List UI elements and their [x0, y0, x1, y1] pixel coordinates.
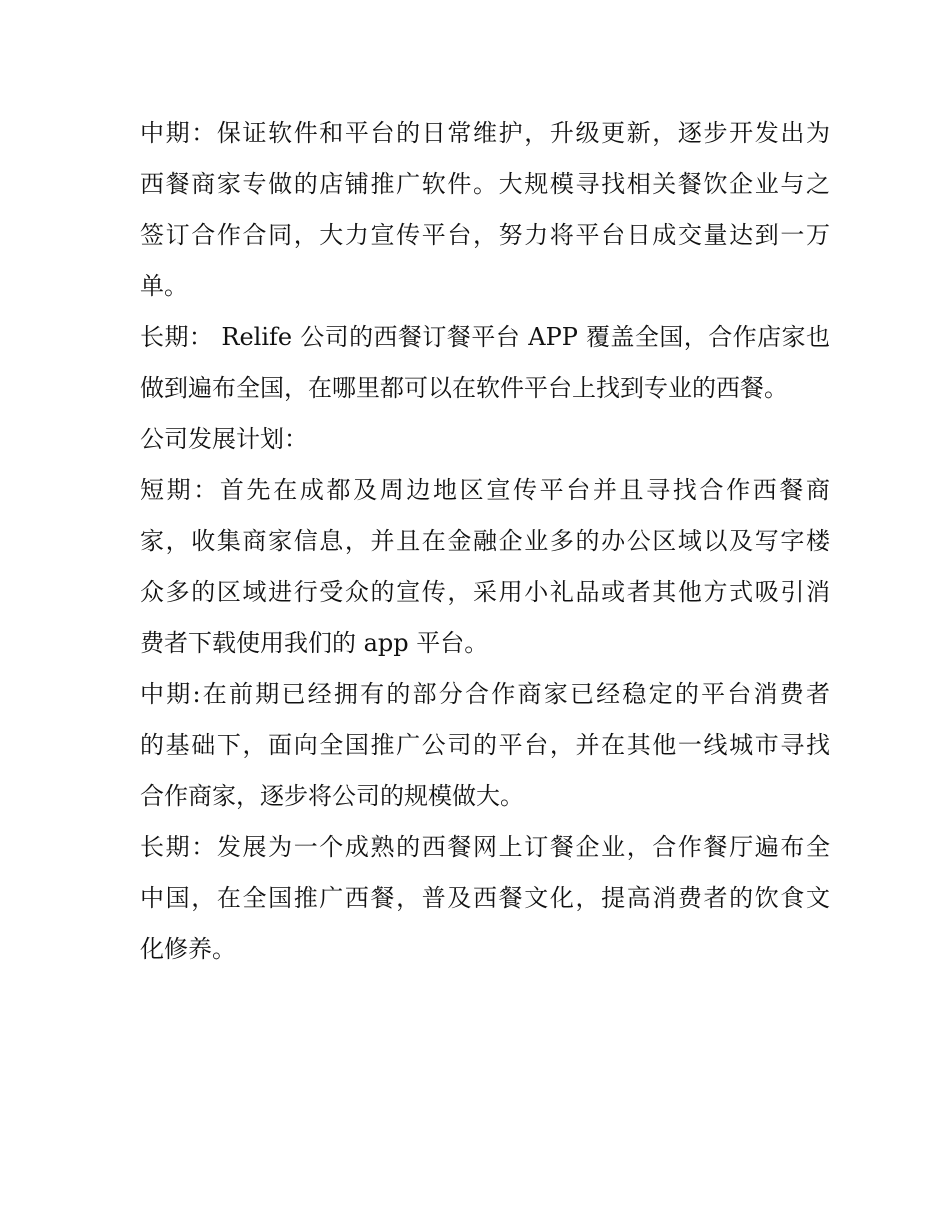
paragraph-mid-term-plan: [140, 669, 830, 822]
text-line: 费者下载使用我们的 app 平台。: [140, 629, 489, 657]
document-body: [140, 108, 830, 975]
text-line: 短期：首先在成都及周边地区宣传平台并且寻找合作西餐商: [140, 476, 830, 504]
text-line: 家，收集商家信息，并且在金融企业多的办公区域以及写字楼: [140, 527, 830, 555]
text-line: 中期:在前期已经拥有的部分合作商家已经稳定的平台消费者: [140, 680, 830, 708]
text-line: 中期：保证软件和平台的日常维护，升级更新，逐步开发出为: [140, 119, 830, 147]
paragraph-mid-term-software: [140, 108, 830, 312]
text-line: 众多的区域进行受众的宣传，采用小礼品或者其他方式吸引消: [140, 578, 830, 606]
text-line: 长期：发展为一个成熟的西餐网上订餐企业，合作餐厅遍布全: [140, 833, 830, 861]
paragraph-plan-heading: [140, 414, 830, 465]
paragraph-short-term-plan: [140, 465, 830, 669]
text-line: 签订合作合同，大力宣传平台，努力将平台日成交量达到一万: [140, 221, 830, 249]
text-line: 西餐商家专做的店铺推广软件。大规模寻找相关餐饮企业与之: [140, 170, 830, 198]
text-line: 长期： Relife 公司的西餐订餐平台 APP 覆盖全国，合作店家也: [140, 323, 830, 351]
text-line: 的基础下，面向全国推广公司的平台，并在其他一线城市寻找: [140, 731, 830, 759]
section-heading: 公司发展计划：: [140, 425, 308, 453]
text-line: 单。: [140, 272, 188, 300]
text-line: 化修养。: [140, 935, 236, 963]
text-line: 中国，在全国推广西餐，普及西餐文化，提高消费者的饮食文: [140, 884, 830, 912]
paragraph-long-term-plan: [140, 822, 830, 975]
text-line: 做到遍布全国，在哪里都可以在软件平台上找到专业的西餐。: [140, 374, 788, 402]
text-line: 合作商家，逐步将公司的规模做大。: [140, 782, 524, 810]
paragraph-long-term-software: [140, 312, 830, 414]
